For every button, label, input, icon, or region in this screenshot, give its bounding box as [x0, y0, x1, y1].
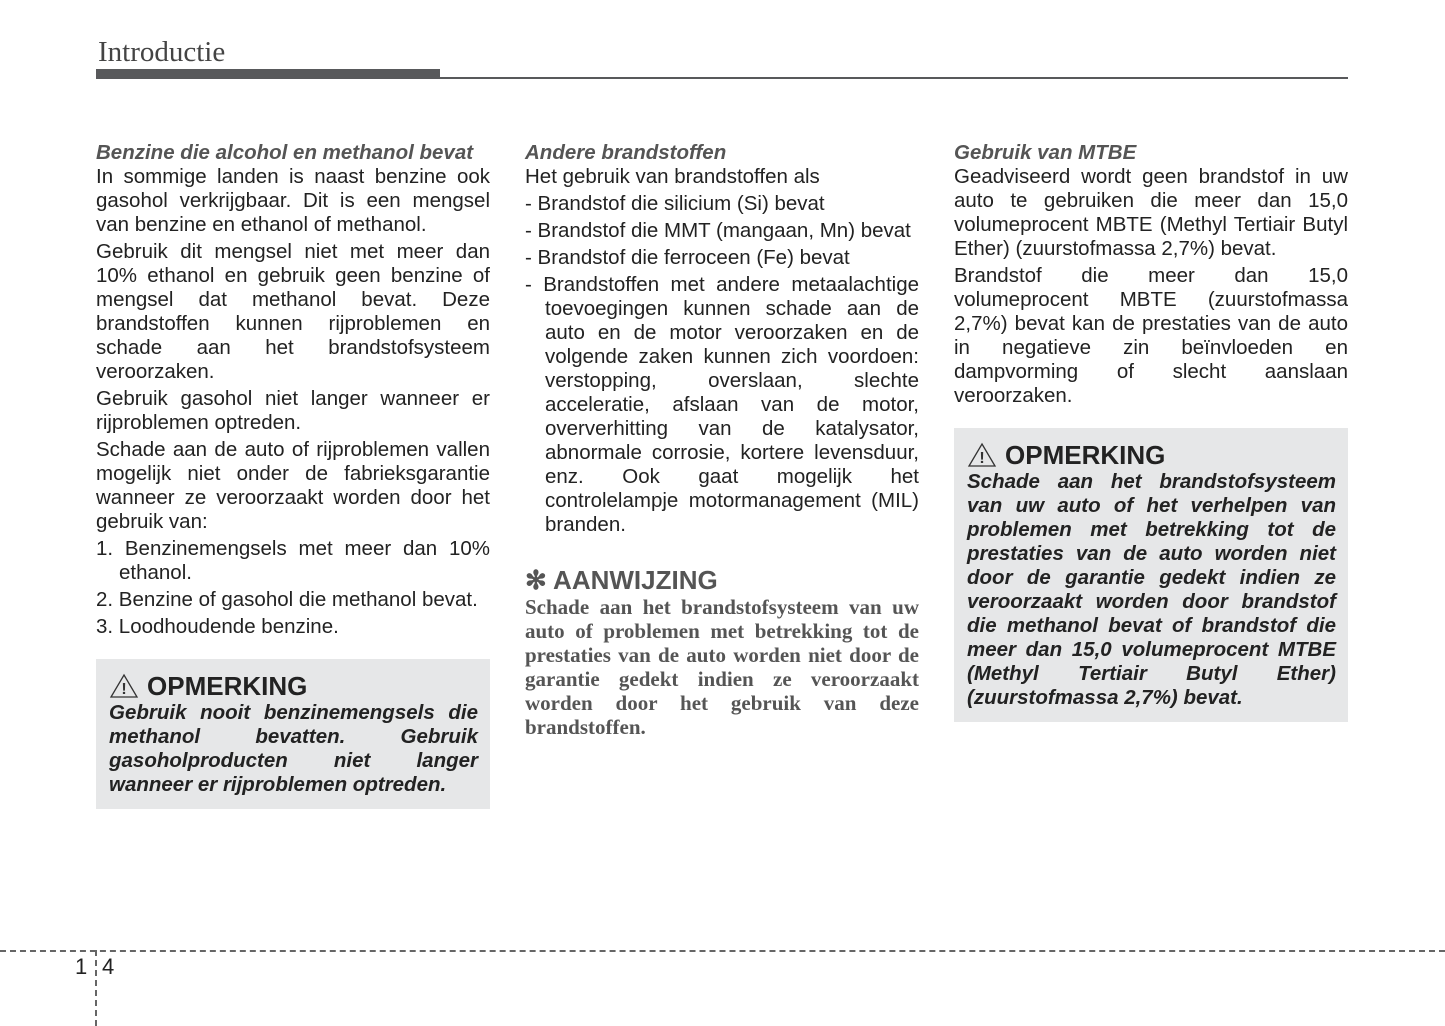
warning-note: [96, 659, 490, 809]
tip-title: ✻ AANWIJZING: [525, 565, 718, 595]
dash-list: [525, 192, 919, 537]
paragraph: Gebruik gasohol niet langer wanneer er rijproblemen optreden.: [96, 387, 490, 434]
footer-vertical-divider: [95, 950, 97, 1026]
list-item: 1. Benzinemengsels met meer dan 10% ethanol.: [96, 537, 490, 584]
section-heading: Andere brandstoffen: [525, 141, 727, 164]
column-2: [525, 141, 919, 739]
list-item: - Brandstof die MMT (mangaan, Mn) bevat: [525, 219, 911, 242]
page-number: 4: [102, 954, 115, 979]
column-1: [96, 141, 490, 809]
tip-note: [525, 565, 919, 739]
list-item: - Brandstof die ferroceen (Fe) bevat: [525, 246, 850, 269]
warning-icon: [109, 673, 139, 699]
note-body: Gebruik nooit benzinemengsels die methanol bevatten. Gebruik gasoholproducten niet langer wanneer er rijproblemen optreden.: [109, 701, 478, 796]
footer-divider: [0, 950, 1445, 952]
chapter-number: 1: [75, 954, 88, 979]
svg-text:!: !: [979, 450, 985, 467]
tip-body: Schade aan het brandstofsysteem van uw auto of problemen met betrekking tot de prestaties van de auto worden niet door de garantie gedekt indien ze veroorzaakt worden door het gebruik van deze brandstoffen.: [525, 595, 919, 739]
note-title: OPMERKING: [147, 671, 308, 701]
note-body: Schade aan het brandstofsysteem van uw auto of het verhelpen van problemen met betrekking tot de prestaties van de auto worden niet door de garantie gedekt indien ze veroorzaakt worden door brandstof die methanol bevat of brandstof die meer dan 15,0 volumeprocent MTBE (Methyl Tertiair Butyl Ether) (zuurstofmassa 2,7%) bevat.: [967, 470, 1336, 709]
paragraph: Brandstof die meer dan 15,0 volumeprocent MBTE (zuurstofmassa 2,7%) bevat kan de prestaties van de auto in negatieve zin beïnvloeden en dampvorming of slecht aanslaan veroorzaken.: [954, 264, 1348, 407]
numbered-list: [96, 537, 490, 639]
warning-icon: [967, 442, 997, 468]
paragraph: Het gebruik van brandstoffen als: [525, 165, 820, 188]
note-title: OPMERKING: [1005, 440, 1166, 470]
section-heading: Benzine die alcohol en methanol bevat: [96, 141, 474, 164]
list-item: - Brandstof die silicium (Si) bevat: [525, 192, 825, 215]
header-bar: [96, 69, 440, 79]
list-item: - Brandstoffen met andere metaalachtige toevoegingen kunnen schade aan de auto en de motor veroorzaken en de volgende zaken kunnen zich voordoen: verstopping, overslaan, slechte acceleratie, afslaan van de motor, oververhitting van de katalysator, abnormale corrosie, kortere levensduur, enz. Ook gaat mogelijk het controlelampje motormanagement (MIL) branden.: [525, 273, 919, 536]
paragraph: Geadviseerd wordt geen brandstof in uw auto te gebruiken die meer dan 15,0 volumeprocent MBTE (Methyl Tertiair Butyl Ether) (zuurstofmassa 2,7%) bevat.: [954, 165, 1348, 260]
page-title: Introductie: [98, 36, 226, 68]
list-item: 2. Benzine of gasohol die methanol bevat.: [96, 588, 478, 611]
header-rule: [440, 77, 1348, 79]
svg-text:!: !: [121, 681, 127, 698]
list-item: 3. Loodhoudende benzine.: [96, 615, 339, 638]
warning-note: [954, 428, 1348, 722]
paragraph: In sommige landen is naast benzine ook gasohol verkrijgbaar. Dit is een mengsel van benzine en ethanol of methanol.: [96, 165, 490, 236]
paragraph: Schade aan de auto of rijproblemen vallen mogelijk niet onder de fabrieksgarantie wanneer ze veroorzaakt worden door het gebruik van:: [96, 438, 490, 533]
section-heading: Gebruik van MTBE: [954, 141, 1137, 164]
paragraph: Gebruik dit mengsel niet met meer dan 10% ethanol en gebruik geen benzine of mengsel dat methanol bevat. Deze brandstoffen kunnen rijproblemen en schade aan het brandstofsysteem veroorzaken.: [96, 240, 490, 383]
column-3: [954, 141, 1348, 722]
